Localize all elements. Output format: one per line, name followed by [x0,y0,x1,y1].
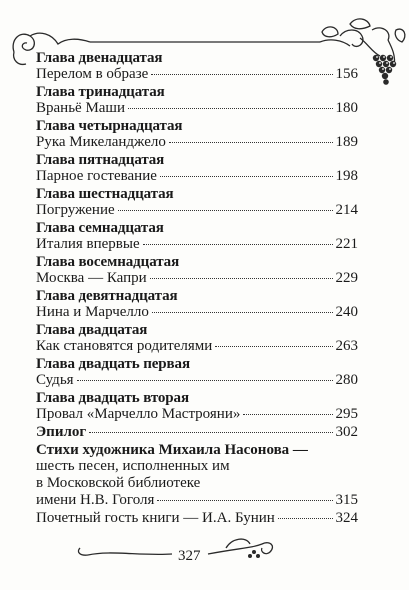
epilog-line [36,424,358,441]
toc-entry-author-poems [36,442,358,509]
dot-leader [152,312,333,313]
chapter-title: Судья [36,372,74,388]
dot-leader [150,278,333,279]
guest-title: Почетный гость книги — И.А. Бунин [36,510,275,526]
toc-entry [36,390,358,423]
chapter-line [36,168,358,185]
page-ref: 295 [335,406,358,422]
chapter-title: Перелом в образе [36,66,149,82]
toc-entry [36,186,358,219]
dot-leader [278,518,333,519]
chapter-heading: Глава двенадцатая [36,50,163,66]
chapter-title: Нина и Марчелло [36,304,149,320]
author-section-title: Стихи художника Михаила Насонова — [36,442,308,458]
chapter-line [36,338,358,355]
chapter-heading: Глава шестнадцатая [36,186,174,202]
toc-entry [36,254,358,287]
toc-entry [36,356,358,389]
page-ref: 180 [335,100,358,116]
chapter-line [36,372,358,389]
toc-entry [36,50,358,83]
chapter-line [36,270,358,287]
toc-entry [36,288,358,321]
chapter-title: Италия впервые [36,236,140,252]
chapter-heading: Глава семнадцатая [36,220,164,236]
chapter-heading: Глава девятнадцатая [36,288,178,304]
toc-entry [36,322,358,355]
dot-leader [169,142,333,143]
guest-line [36,510,358,527]
chapter-line [36,304,358,321]
chapter-title: Рука Микеланджело [36,134,166,150]
dot-leader [118,210,333,211]
toc-entry [36,220,358,253]
dot-leader [243,414,332,415]
page-ref: 280 [335,372,358,388]
epilog-title: Эпилог [36,424,87,440]
dot-leader [160,176,333,177]
toc-entry [36,118,358,151]
page-ref: 198 [335,168,358,184]
toc-entry [36,152,358,185]
chapter-heading: Глава двадцать первая [36,356,190,372]
page-number: 327 [178,548,201,564]
chapter-line [36,66,358,83]
dot-leader [77,380,333,381]
dot-leader [143,244,333,245]
chapter-title: Парное гостевание [36,168,157,184]
toc-entry-epilog [36,424,358,441]
chapter-title: Как становятся родителями [36,338,213,354]
author-section-line: шесть песен, исполненных им [36,458,230,474]
chapter-heading: Глава четырнадцатая [36,118,183,134]
toc-entry [36,84,358,117]
chapter-heading: Глава двадцать вторая [36,390,189,406]
chapter-line [36,202,358,219]
chapter-line [36,236,358,253]
page-ref: 214 [335,202,358,218]
page-ref: 324 [335,510,358,526]
chapter-title: Враньё Маши [36,100,126,116]
dot-leader [215,346,332,347]
dot-leader [151,74,332,75]
chapter-title: Провал «Марчелло Мастрояни» [36,406,241,422]
chapter-heading: Глава пятнадцатая [36,152,165,168]
dot-leader [157,500,332,501]
dot-leader [89,432,332,433]
table-of-contents [36,50,358,528]
chapter-title: Москва — Капри [36,270,147,286]
author-section-line: имени Н.В. Гоголя [36,492,155,508]
page-ref: 315 [335,492,358,508]
chapter-line [36,100,358,117]
chapter-line [36,406,358,423]
page-ref: 221 [335,236,358,252]
author-section-line: в Московской библиотеке [36,475,201,491]
chapter-title: Погружение [36,202,115,218]
page-ref: 156 [335,66,358,82]
page-ref: 263 [335,338,358,354]
chapter-line [36,134,358,151]
page-ref: 189 [335,134,358,150]
page-ref: 302 [335,424,358,440]
page-ref: 229 [335,270,358,286]
author-section-last-line [36,492,358,509]
chapter-heading: Глава двадцатая [36,322,148,338]
dot-leader [128,108,332,109]
page-ref: 240 [335,304,358,320]
chapter-heading: Глава тринадцатая [36,84,165,100]
chapter-heading: Глава восемнадцатая [36,254,180,270]
toc-entry-guest [36,510,358,527]
